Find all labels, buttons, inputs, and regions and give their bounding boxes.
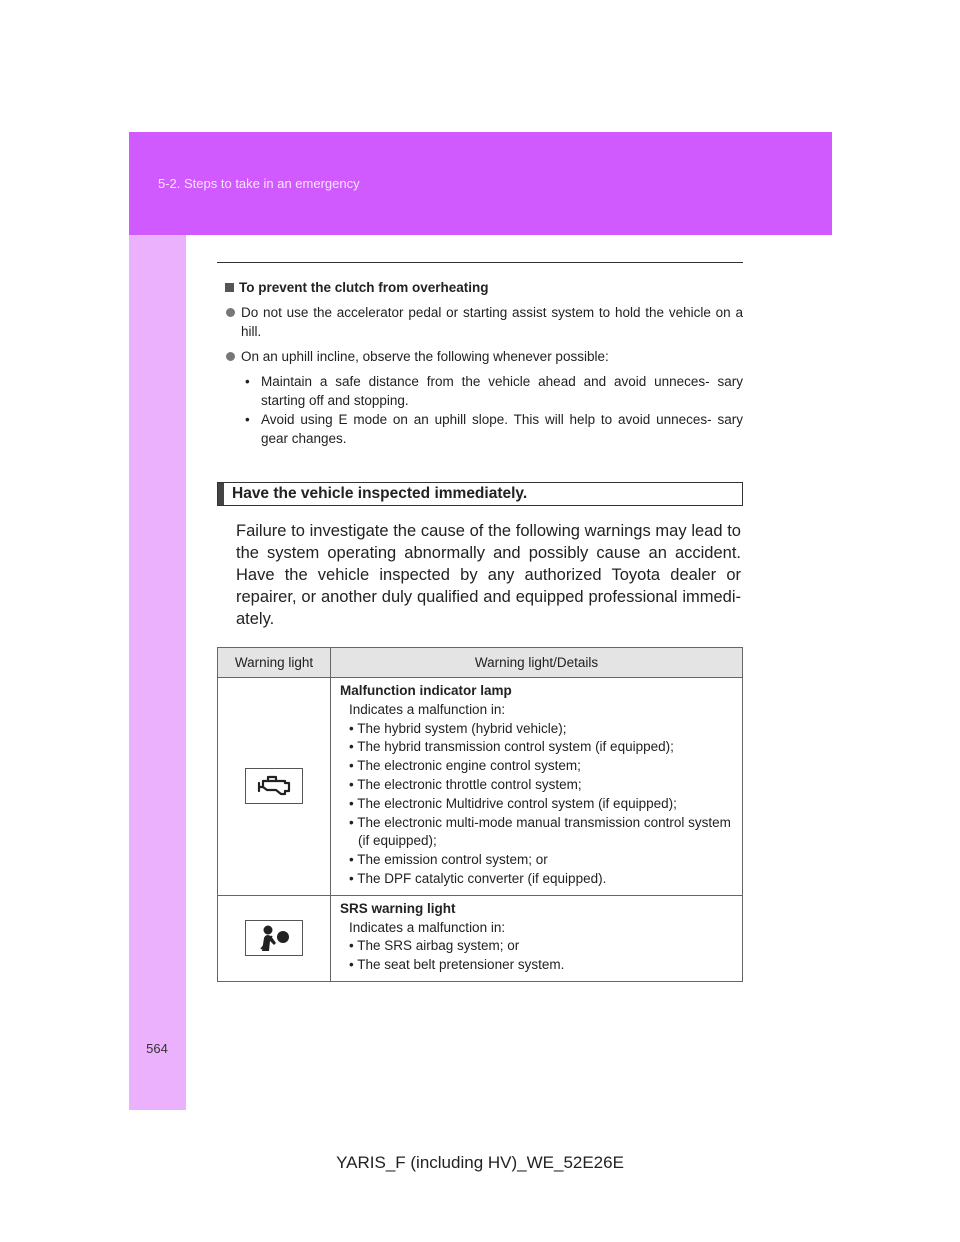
page-number: 564 (146, 1041, 168, 1056)
note-title: To prevent the clutch from overheating (225, 280, 743, 295)
icon-cell (218, 678, 331, 896)
note-subitem: • Maintain a safe distance from the vehicle ahead and avoid unneces- sary starting off and stopping. (245, 374, 743, 408)
details-cell: SRS warning light Indicates a malfunction in: • The SRS airbag system; or • The seat belt pretensioner system. (331, 895, 743, 981)
circle-bullet-icon (226, 352, 235, 361)
srs-airbag-icon (245, 920, 303, 956)
column-header: Warning light/Details (331, 648, 743, 678)
note-bullet: Do not use the accelerator pedal or starting assist system to hold the vehicle on a hill. (225, 303, 743, 341)
note-subitem: • Avoid using E mode on an uphill slope. This will help to avoid unneces- sary gear changes. (245, 412, 743, 446)
square-bullet-icon (225, 283, 234, 292)
divider-rule (217, 262, 743, 263)
note-bullet: On an uphill incline, observe the following whenever possible: (225, 347, 743, 366)
warning-light-table (217, 647, 743, 982)
section-intro: Failure to investigate the cause of the following warnings may lead to the system operating abnormally and possibly cause an accident. Have the vehicle inspected by any authorized Toyota dealer or repairer, or another duly qualified and equipped professional immedi- ately. (236, 522, 741, 628)
engine-check-icon (245, 768, 303, 804)
table-header-row (218, 648, 743, 678)
clutch-note (217, 280, 743, 448)
heading-accent-bar (218, 483, 224, 505)
table-row (218, 895, 743, 981)
circle-bullet-icon (226, 308, 235, 317)
section-breadcrumb: 5-2. Steps to take in an emergency (158, 176, 360, 191)
table-row (218, 678, 743, 896)
details-cell: Malfunction indicator lamp Indicates a malfunction in: • The hybrid system (hybrid vehicle); • The hybrid transmission control system (if equipped); • The electronic engine control system; • The electronic throttle control system; • The electronic Multidrive control system (if equipped); • The electronic multi-mode manual transmission control system (if equipped); • The emission control system; or • The DPF catalytic converter (if equipped). (331, 678, 743, 896)
column-header: Warning light (218, 648, 331, 678)
chapter-sidebar-tab (129, 235, 186, 1110)
icon-cell (218, 895, 331, 981)
document-footer: YARIS_F (including HV)_WE_52E26E (336, 1153, 624, 1172)
section-heading: Have the vehicle inspected immediately. (217, 482, 743, 506)
